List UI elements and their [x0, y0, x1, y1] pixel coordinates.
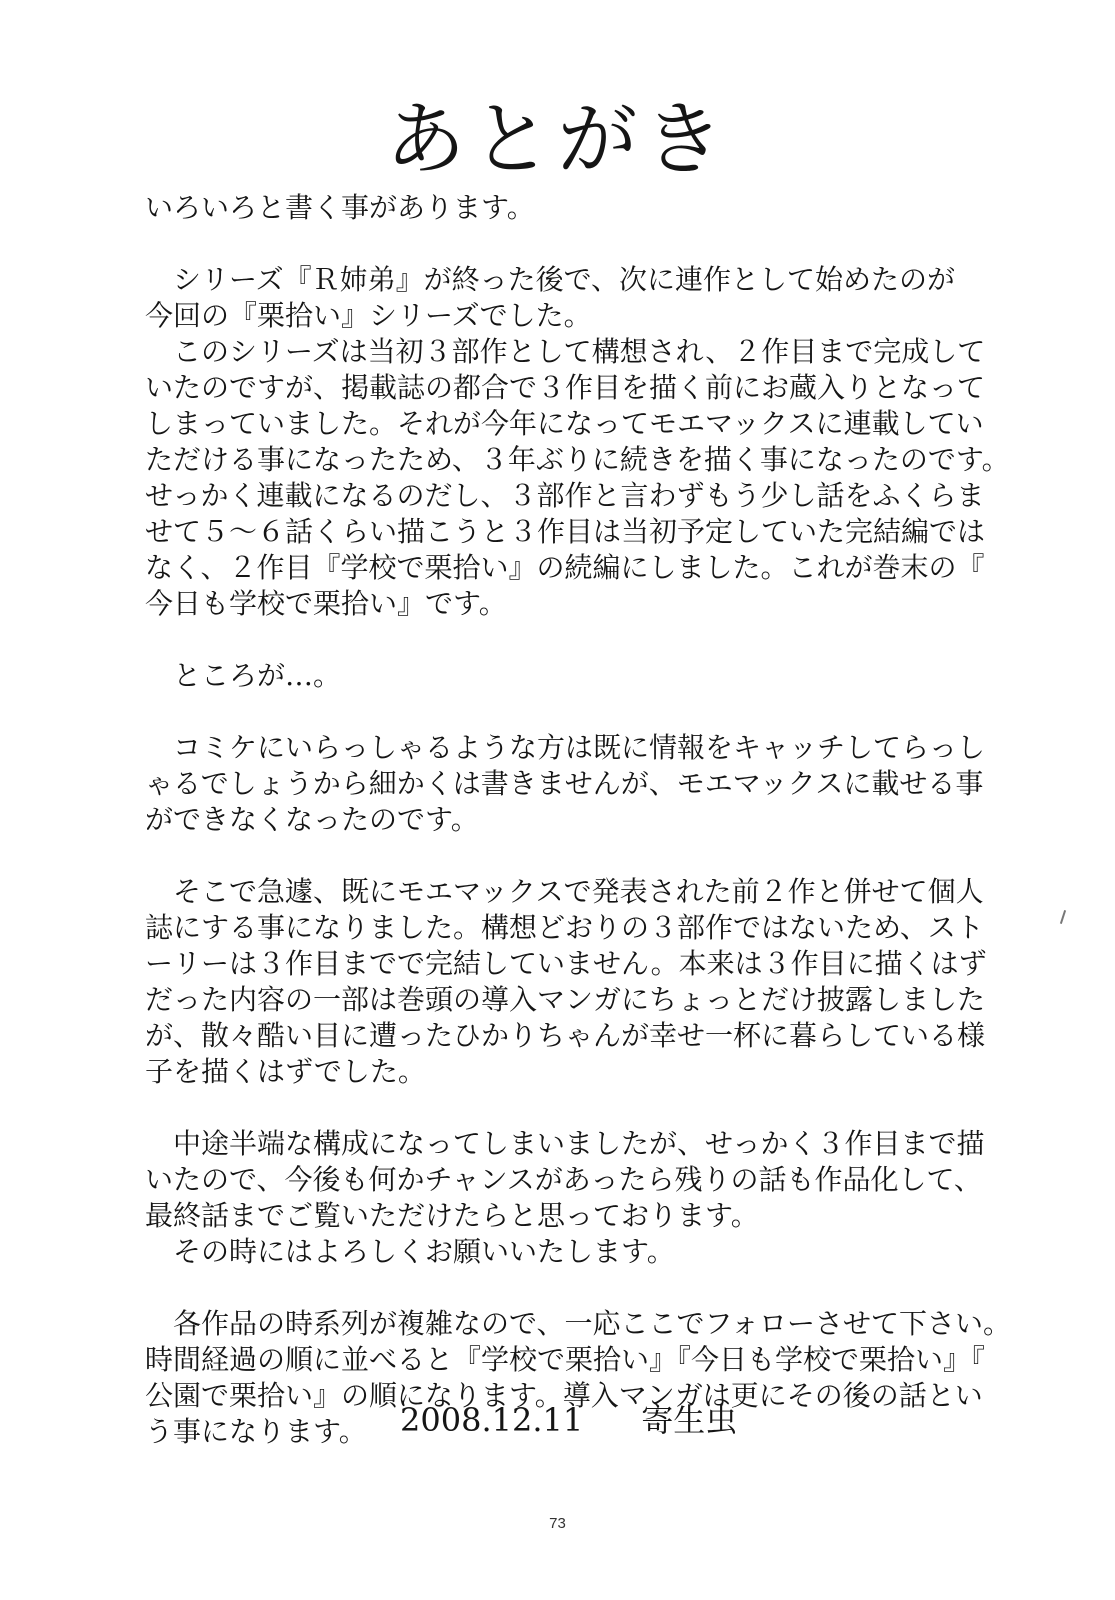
- text-line: 時間経過の順に並べると『学校で栗拾い』『今日も学校で栗拾い』『: [145, 1343, 986, 1376]
- text-line: このシリーズは当初３部作として構想され、２作目まで完成して: [145, 335, 986, 368]
- signature-author: 寄生虫: [641, 1401, 738, 1439]
- text-line: ができなくなったのです。: [145, 803, 479, 836]
- text-line: せっかく連載になるのだし、３部作と言わずもう少し話をふくらま: [145, 479, 985, 512]
- scan-mark: [1060, 910, 1066, 924]
- text-line: 最終話までご覧いただけたらと思っております。: [145, 1199, 759, 1232]
- text-line: いたので、今後も何かチャンスがあったら残りの話も作品化して、: [145, 1163, 982, 1196]
- text-line: しまっていました。それが今年になってモエマックスに連載してい: [145, 407, 984, 440]
- text-line: だった内容の一部は巻頭の導入マンガにちょっとだけ披露しました: [145, 983, 986, 1016]
- text-line: 今回の『栗拾い』シリーズでした。: [145, 299, 592, 332]
- paragraph: [145, 730, 986, 838]
- signature-date: 2008.12.11: [400, 1401, 584, 1439]
- text-line: 中途半端な構成になってしまいましたが、せっかく３作目まで描: [145, 1127, 985, 1160]
- text-line: なく、２作目『学校で栗拾い』の続編にしました。これが巻末の『: [145, 551, 985, 584]
- text-line: ゃるでしょうから細かくは書きませんが、モエマックスに載せる事: [145, 767, 984, 800]
- paragraph: [145, 1126, 985, 1270]
- text-line: 今日も学校で栗拾い』です。: [145, 587, 507, 620]
- paragraph: [145, 190, 975, 226]
- text-line: ーリーは３作目までで完結していません。本来は３作目に描くはず: [145, 947, 987, 980]
- paragraph: [145, 262, 1010, 622]
- text-line: 子を描くはずでした。: [145, 1055, 426, 1088]
- text-line: せて５～６話くらい描こうと３作目は当初予定していた完結編では: [145, 515, 986, 548]
- text-line: コミケにいらっしゃるような方は既に情報をキャッチしてらっし: [145, 731, 986, 764]
- afterword-body: [145, 190, 1012, 1486]
- text-line: その時にはよろしくお願いいたします。: [145, 1235, 675, 1268]
- paragraph: [145, 658, 975, 694]
- text-line: 各作品の時系列が複雑なので、一応ここでフォローさせて下さい。: [145, 1307, 1012, 1340]
- text-line: 公園で栗拾い』の順になります。導入マンガは更にその後の話とい: [145, 1379, 983, 1412]
- signature: [400, 1400, 737, 1440]
- paragraph: [145, 874, 987, 1090]
- text-line: が、散々酷い目に遭ったひかりちゃんが幸せ一杯に暮らしている様: [145, 1019, 986, 1052]
- text-line: いろいろと書く事があります。: [145, 191, 535, 224]
- text-line: シリーズ『Ｒ姉弟』が終った後で、次に連作として始めたのが: [145, 263, 956, 296]
- text-line: そこで急遽、既にモエマックスで発表された前２作と併せて個人: [145, 875, 984, 908]
- text-line: ただける事になったため、３年ぶりに続きを描く事になったのです。: [145, 443, 1010, 476]
- text-line: いたのですが、掲載誌の都合で３作目を描く前にお蔵入りとなって: [145, 371, 986, 404]
- page-number: 73: [549, 1515, 566, 1532]
- text-line: ところが…。: [145, 659, 342, 692]
- text-line: 誌にする事になりました。構想どおりの３部作ではないため、スト: [145, 911, 984, 944]
- text-line: う事になります。: [145, 1415, 367, 1448]
- page-title: あとがき: [385, 93, 730, 186]
